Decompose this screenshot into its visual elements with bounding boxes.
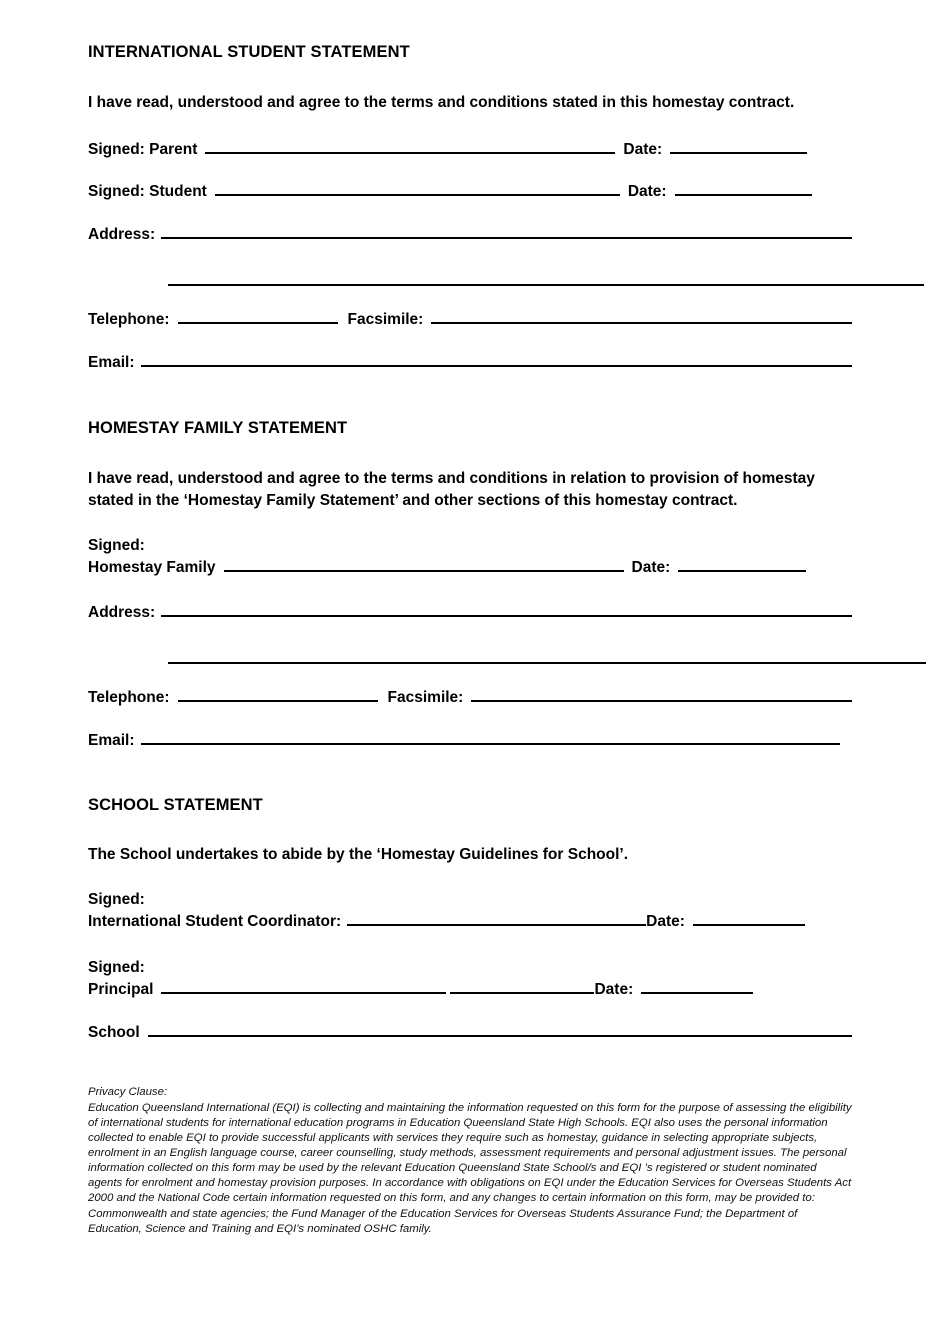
field-row-homestay-address-line2 — [88, 649, 932, 664]
parent-date-label: Date: — [623, 140, 663, 158]
student-address-label: Address: — [88, 226, 156, 244]
school-signed-label-principal: Signed: — [88, 958, 145, 976]
field-row-signed-student — [88, 182, 852, 203]
principal-date-label: Date: — [594, 981, 634, 999]
student-address-input-rule-line2[interactable] — [168, 271, 924, 286]
student-email-input-rule[interactable] — [141, 352, 852, 367]
field-row-student-email — [88, 352, 852, 373]
field-row-school-name — [88, 1023, 852, 1044]
student-telephone-label: Telephone: — [88, 310, 170, 328]
field-row-homestay-email — [88, 730, 852, 751]
student-date-input-rule[interactable] — [675, 182, 812, 197]
section-heading-school-statement: SCHOOL STATEMENT — [88, 795, 263, 814]
homestay-facsimile-input-rule[interactable] — [471, 687, 852, 702]
signed-student-label: Signed: Student — [88, 183, 207, 201]
coordinator-signature-input-rule[interactable] — [347, 912, 646, 927]
field-row-homestay-family-signature — [88, 558, 852, 579]
homestay-telephone-input-rule[interactable] — [178, 687, 378, 702]
document-content — [88, 0, 852, 1237]
section-heading-homestay-family-statement: HOMESTAY FAMILY STATEMENT — [88, 418, 348, 437]
field-row-signed-parent — [88, 139, 852, 160]
intro-text-homestay-family-statement: I have read, understood and agree to the terms and conditions in relation to provision of homestay stated in the ‘Homestay Family Statement’ and other sections of this homestay contract. — [88, 469, 815, 509]
principal-date-input-rule[interactable] — [641, 980, 753, 995]
signed-student-input-rule[interactable] — [215, 182, 620, 197]
principal-signature-input-rule[interactable] — [161, 980, 446, 995]
privacy-clause-body: Education Queensland International (EQI) is collecting and maintaining the information requested on this form for the purpose of assessing the eligibility of international students for international education programs in Education Queensland State High Schools. EQI also uses the personal information collected to enable EQI to provide successful applicants with services they require such as homestay, guidance in selecting appropriate subjects, enrolment in an English language course, career counselling, study methods, assessment requirements and personal adjustment issues. The personal information collected on this form may be used by the relevant Education Queensland State School/s and EQI ’s registered or student nominated agents for enrolment and homestay provision purposes. In accordance with obligations on EQI under the Education Services for Overseas Students Act 2000 and the National Code certain information requested on this form, and any changes to certain information on this form, may be provided to: Commonwealth and state agencies; the Fund Manager of the Education Services for Overseas Students Assurance Fund; the Department of Education, Science and Training and EQI’s nominated OSHC family. — [88, 1101, 852, 1235]
student-email-label: Email: — [88, 353, 135, 371]
student-date-label: Date: — [627, 183, 667, 201]
field-row-student-address — [88, 224, 852, 245]
field-row-principal-signature — [88, 980, 852, 1001]
principal-extra-input-rule[interactable] — [450, 980, 594, 995]
coordinator-date-input-rule[interactable] — [693, 912, 805, 927]
student-facsimile-label: Facsimile: — [347, 310, 424, 328]
homestay-family-signed-label: Signed: — [88, 536, 145, 554]
homestay-family-label: Homestay Family — [88, 559, 216, 577]
homestay-address-label: Address: — [88, 604, 156, 622]
homestay-address-input-rule-line1[interactable] — [161, 603, 852, 618]
signed-parent-label: Signed: Parent — [88, 140, 198, 158]
signed-parent-input-rule[interactable] — [205, 139, 615, 154]
parent-date-input-rule[interactable] — [670, 139, 807, 154]
school-name-input-rule[interactable] — [148, 1023, 852, 1038]
coordinator-date-label: Date: — [646, 913, 685, 931]
field-row-coordinator-signature — [88, 912, 852, 933]
principal-label: Principal — [88, 981, 154, 999]
intro-text-international-student-statement: I have read, understood and agree to the terms and conditions stated in this homestay contract. — [88, 93, 795, 111]
privacy-clause — [88, 1085, 852, 1237]
student-address-input-rule-line1[interactable] — [161, 224, 852, 239]
homestay-email-label: Email: — [88, 731, 135, 749]
homestay-address-input-rule-line2[interactable] — [168, 649, 926, 664]
school-name-label: School — [88, 1024, 140, 1042]
field-row-homestay-address — [88, 603, 852, 624]
section-heading-international-student-statement: INTERNATIONAL STUDENT STATEMENT — [88, 43, 410, 61]
homestay-email-input-rule[interactable] — [141, 730, 840, 745]
intro-text-school-statement: The School undertakes to abide by the ‘Homestay Guidelines for School’. — [88, 845, 629, 863]
homestay-telephone-label: Telephone: — [88, 688, 170, 706]
homestay-family-date-input-rule[interactable] — [678, 558, 806, 573]
field-row-student-address-line2 — [88, 271, 932, 286]
field-row-homestay-phone-fax — [88, 687, 852, 708]
student-telephone-input-rule[interactable] — [178, 309, 338, 324]
field-row-student-phone-fax — [88, 309, 852, 330]
school-signed-label-coordinator: Signed: — [88, 890, 145, 908]
homestay-family-signature-input-rule[interactable] — [224, 558, 624, 573]
coordinator-label: International Student Coordinator: — [88, 913, 342, 931]
homestay-facsimile-label: Facsimile: — [387, 688, 464, 706]
homestay-family-date-label: Date: — [631, 559, 671, 577]
student-facsimile-input-rule[interactable] — [431, 309, 852, 324]
privacy-clause-title: Privacy Clause: — [88, 1086, 168, 1099]
